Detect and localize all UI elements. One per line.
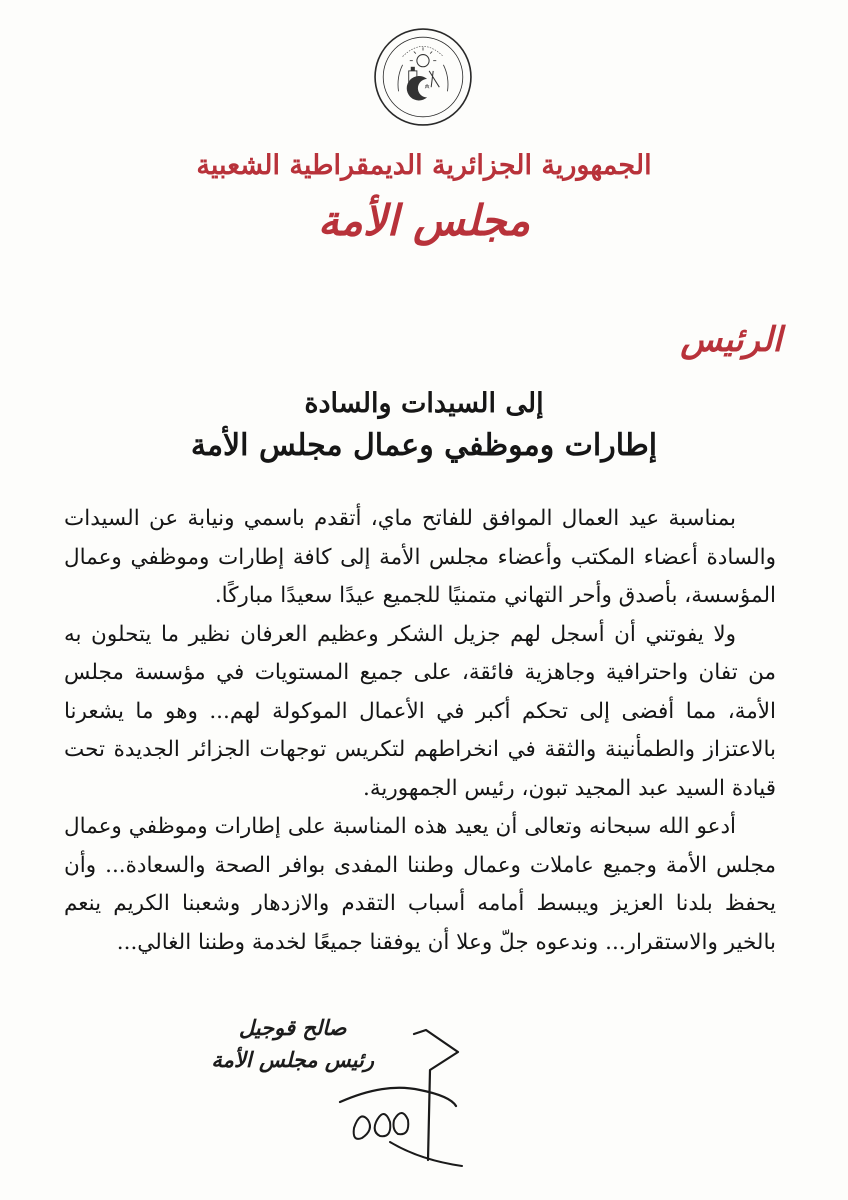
- addressee-line-2: إطارات وموظفي وعمال مجلس الأمة: [190, 428, 658, 463]
- letter-body: [64, 500, 776, 962]
- body-paragraph-3: أدعو الله سبحانه وتعالى أن يعيد هذه المناسبة على إطارات وموظفي وعمال مجلس الأمة وجميع عاملات وعمال وطننا المفدى بوافر الصحة والسعادة... وأن يحفظ بلدنا العزيز ويبسط أمامه أسباب التقدم والازدهار وشعبنا الكريم ينعم بالخير والاستقرار... وندعوه جلّ وعلا أن يوفقنا جميعًا لخدمة وطننا الغالي...: [64, 814, 776, 955]
- council-name: مجلس الأمة: [317, 196, 531, 245]
- body-paragraph-2: ولا يفوتني أن أسجل لهم جزيل الشكر وعظيم العرفان نظير ما يتحلون به من تفان واحترافية وجاهزية فائقة، على جميع المستويات في مؤسسة مجلس الأمة، مما أفضى إلى تحكم أكبر في الأعمال الموكولة لهم... وهو ما يشعرنا بالاعتزاز والطمأنينة والثقة في انخراطهم لتكريس توجهات الجزائر الجديدة تحت قيادة السيد عبد المجيد تبون، رئيس الجمهورية.: [64, 621, 776, 801]
- body-paragraph-1: بمناسبة عيد العمال الموافق للفاتح ماي، أتقدم باسمي ونيابة عن السيدات والسادة أعضاء المكتب وأعضاء مجلس الأمة إلى كافة إطارات وموظفي وعمال المؤسسة، بأصدق وأحر التهاني متمنيًا للجميع عيدًا سعيدًا مباركًا.: [64, 506, 776, 608]
- addressee-line-1: إلى السيدات والسادة: [304, 388, 544, 419]
- handwritten-signature: [330, 1010, 480, 1170]
- signatory-title: رئيس مجلس الأمة: [211, 1047, 374, 1072]
- republic-name: الجمهورية الجزائرية الديمقراطية الشعبية: [196, 150, 652, 181]
- national-emblem-seal: [372, 26, 474, 128]
- signatory-name: صالح قوجيل: [238, 1015, 347, 1040]
- president-label: الرئيس: [680, 320, 782, 360]
